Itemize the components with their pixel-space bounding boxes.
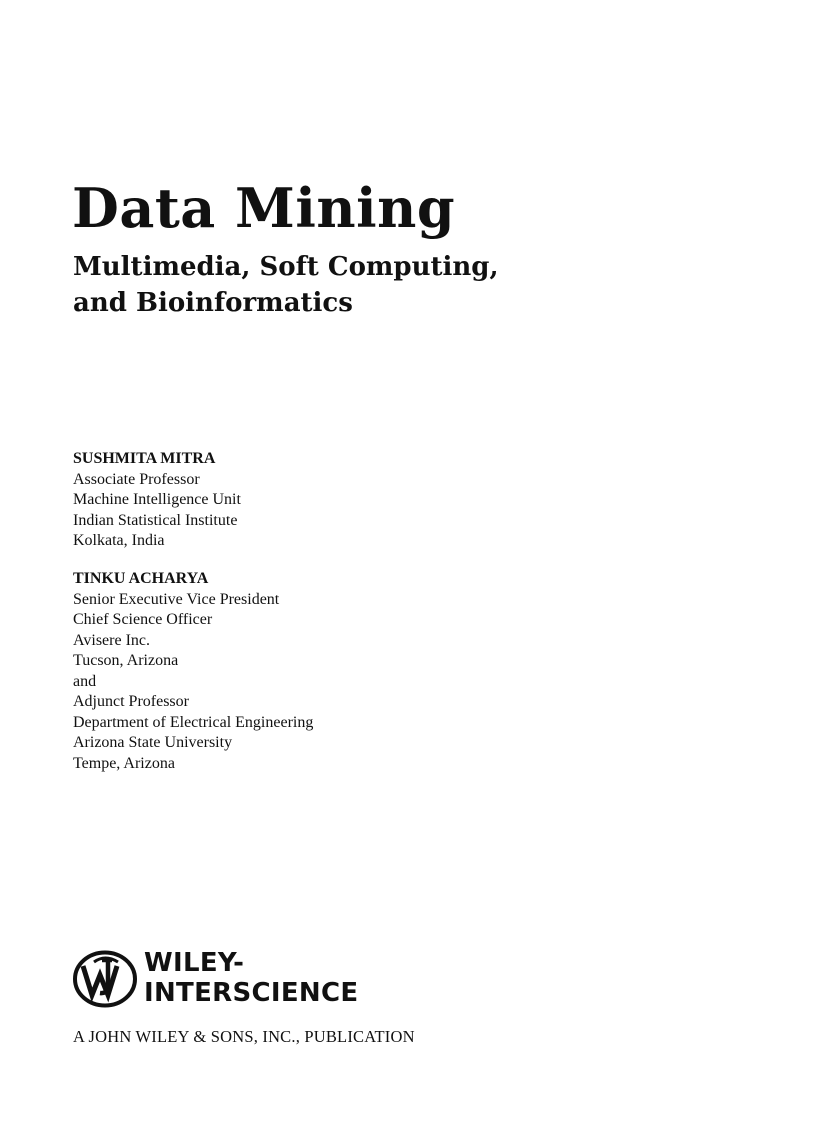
author-affiliation-line: Senior Executive Vice President — [73, 590, 280, 608]
logo-text-line: INTERSCIENCE — [144, 978, 359, 1008]
author-affiliation-line: Machine Intelligence Unit — [73, 491, 241, 508]
author-affiliation-line: Avisere Inc. — [73, 631, 150, 649]
author-affiliation-line: Indian Statistical Institute — [73, 511, 238, 529]
author-block — [73, 449, 241, 552]
author-name: SUSHMITA MITRA — [73, 450, 216, 467]
logo-text-line: WILEY- — [144, 948, 245, 978]
book-subtitle — [73, 249, 499, 321]
book-title: Data Mining — [72, 176, 456, 240]
publisher-logo — [72, 946, 372, 1010]
author-affiliation-line: Associate Professor — [73, 470, 200, 488]
author-block — [73, 569, 313, 774]
author-affiliation-line: and — [73, 672, 97, 690]
publisher-logo-text — [144, 948, 358, 1008]
subtitle-line: Multimedia, Soft Computing, — [73, 252, 499, 282]
publisher-imprint: A JOHN WILEY & SONS, INC., PUBLICATION — [73, 1027, 415, 1046]
author-affiliation-line: Arizona State University — [73, 734, 233, 751]
author-affiliation-line: Tempe, Arizona — [73, 754, 175, 772]
author-affiliation-line: Tucson, Arizona — [73, 652, 179, 669]
author-affiliation-line: Chief Science Officer — [73, 611, 213, 628]
subtitle-line: and Bioinformatics — [73, 288, 353, 318]
wiley-logo-icon — [72, 950, 142, 1008]
author-name: TINKU ACHARYA — [73, 570, 209, 587]
author-affiliation-line: Kolkata, India — [73, 532, 165, 549]
author-affiliation-line: Department of Electrical Engineering — [73, 713, 314, 731]
author-affiliation-line: Adjunct Professor — [73, 693, 189, 710]
